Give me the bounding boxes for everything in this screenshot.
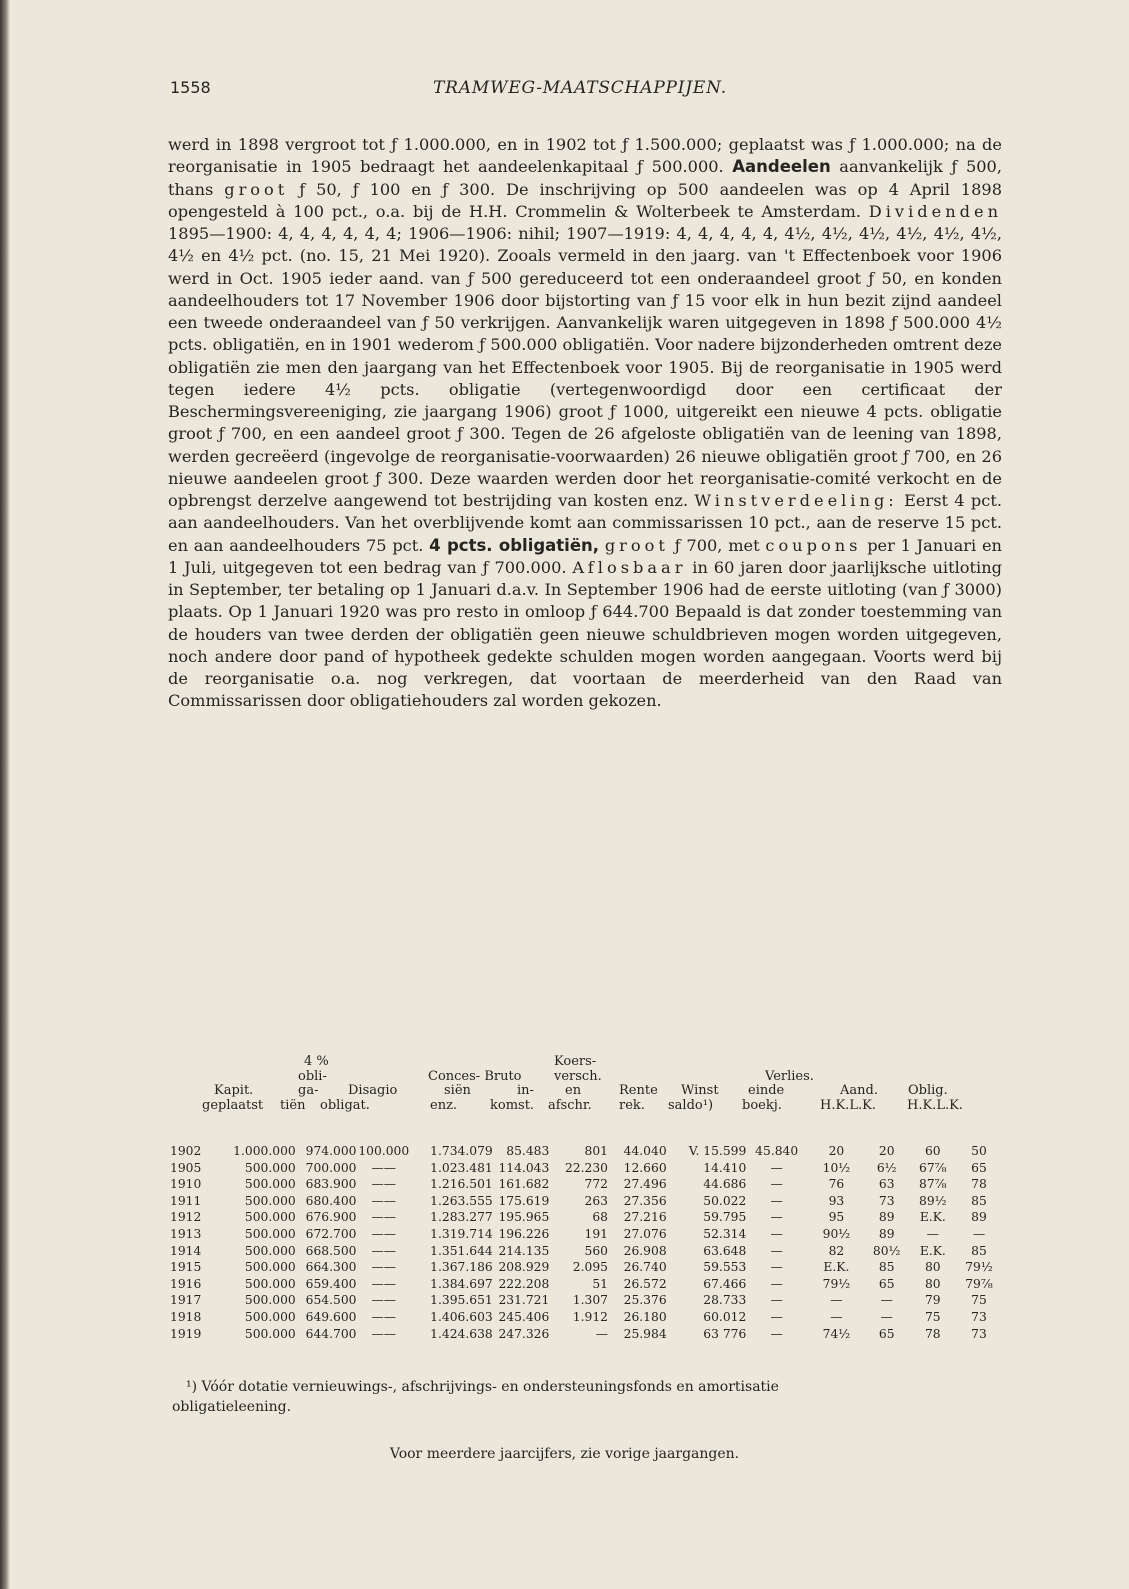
table-row [170,1209,1000,1226]
header-cell: afschr. [548,1097,592,1113]
table-cell: 161.682 [498,1177,550,1192]
spaced-term-groot: groot [604,535,669,555]
table-cell: — [880,1309,893,1324]
table-cell: —— [371,1210,397,1225]
table-cell: 10½ [822,1160,851,1175]
footnote [172,1378,1002,1417]
table-cell: — [770,1210,783,1225]
table-cell: 500.000 [244,1276,296,1291]
table-cell: 26.180 [623,1309,667,1324]
header-cell: komst. [490,1097,535,1113]
table-cell: —— [371,1309,397,1324]
table-body [170,1143,1000,1342]
table-cell: 649.600 [305,1309,357,1324]
table-cell: 974.000 [305,1144,357,1158]
table-cell: 85 [878,1260,895,1275]
body-text-run: per 1 Januari en 1 Juli, uitgegeven tot een bedrag van ƒ 700.000. [168,535,1002,577]
year-cell: 1919 [170,1326,202,1341]
header-cell: H.K.L.K. [820,1097,876,1113]
table-cell: 85 [971,1243,987,1258]
body-text-run: werd in 1898 vergroot tot ƒ 1.000.000, en in 1902 tot ƒ 1.500.000; geplaatst was ƒ 1.000.000; na de reorganisatie in 1905 bedraagt het aandeelenkapitaal ƒ 500.000. [168,135,1002,177]
table-cell: 20 [878,1144,895,1158]
table-cell: 28.733 [703,1293,747,1308]
header-cell: rek. [619,1097,645,1113]
table-cell: — [972,1226,986,1241]
table-cell: 672.700 [305,1226,357,1241]
spaced-term-aflosbaar: Aflosbaar [572,557,687,577]
table-cell: 1.000.000 [233,1144,296,1158]
header-cell: Kapit. [214,1083,254,1098]
table-cell: 1.912 [572,1309,608,1324]
table-cell: 85.483 [506,1144,550,1158]
body-text-run: 1895—1900: 4, 4, 4, 4, 4, 4; 1906—1906: nihil; 1907—1919: 4, 4, 4, 4, 4, 4½, 4½, 4½, 4½, 4½, 4½, 4½ en 4½ pct. (no. 15, 21 Mei 1920). Zooals vermeld in den jaarg. van 't Effectenboek voor 1906 werd in Oct. 1905 ieder aand. van ƒ 500 gereduceerd tot een onderaandeel groot ƒ 50, en konden aandeelhouders tot 17 November 1906 door bijstorting van ƒ 15 voor elk in hun bezit zijnd aandeel een tweede onderaandeel van ƒ 50 verkrijgen. Aanvankelijk waren uitgegeven in 1898 ƒ 500.000 4½ pcts. obligatiën, en in 1901 wederom ƒ 500.000 obligatiën. Voor nadere bijzonderheden omtrent deze obligatiën zie men den jaargang van het Effectenboek voor 1905. Bij de reorganisatie in 1905 werd tegen iedere 4½ pcts. obligatie (vertegenwoordigd door een certificaat der Beschermingsvereeniging, zie jaargang 1906) groot ƒ 1000, uitgereikt een nieuwe 4 pcts. obligatie groot ƒ 700, en een aandeel groot ƒ 300. Tegen de 26 afgeloste obligatiën van de leening van 1898, werden gecreëerd (ingevolge de reorganisatie-voorwaarden) 26 nieuwe obligatiën groot ƒ 700, en 26 nieuwe aandeelen groot ƒ 300. Deze waarden werden door het reorganisatie-comité verkocht en de opbrengst derzelve aangewend tot bestrijding van kosten enz. [168,224,1002,510]
table-cell: 80½ [872,1243,901,1258]
table-cell: — [770,1160,783,1175]
table-cell: — [595,1326,608,1341]
header-cell: ga- [298,1083,319,1098]
table-cell: 1.406.603 [430,1309,493,1324]
table-cell: 89 [878,1210,895,1225]
table-cell: 214.135 [498,1243,550,1258]
table-cell: 76 [828,1177,845,1192]
table-cell: 654.500 [305,1293,357,1308]
table-cell: 85 [971,1193,987,1208]
header-cell: versch. [554,1068,602,1084]
table-cell: 263 [584,1193,608,1208]
table-cell: 79 [924,1293,941,1308]
header-cell: enz. [430,1097,458,1113]
closing-note: Voor meerdere jaarcijfers, zie vorige jaargangen. [389,1446,740,1462]
table-cell: 664.300 [305,1260,357,1275]
body-text-run: ƒ 700, met [668,535,766,555]
year-cell: 1915 [170,1260,202,1275]
table-cell: 63.648 [703,1243,747,1258]
year-cell: 1912 [170,1210,202,1225]
table-cell: — [770,1243,783,1258]
table-cell: E.K. [823,1260,850,1275]
table-row [170,1193,1000,1210]
year-cell: 1905 [170,1160,202,1175]
table-cell: 60 [924,1144,941,1158]
body-text-run: in 60 jaren door jaarlijksche uitloting in September, ter betaling op 1 Januari d.a.v. In September 1906 had de eerste uitloting (van ƒ 3000) plaats. Op 1 Januari 1920 was pro resto in omloop ƒ 644.700 Bepaald is dat zonder toestemming van de houders van twee derden der obligatiën geen nieuwe schuldbrieven mogen worden uitgegeven, noch andere door pand of hypotheek gedekte schulden mogen worden aangegaan. Voorts werd bij de reorganisatie o.a. nog verkregen, dat voortaan de meerderheid van den Raad van Commissarissen door obligatiehouders zal worden gekozen. [168,557,1002,711]
table-cell: 27.076 [623,1226,667,1241]
table-cell: 79½ [822,1276,851,1291]
table-cell: 191 [584,1226,608,1241]
table-cell: 500.000 [244,1177,296,1192]
table-cell: 1.307 [572,1293,608,1308]
header-cell: Verlies. [765,1068,814,1084]
header-cell: tiën [280,1097,306,1113]
table-cell: 26.740 [623,1260,667,1275]
table-cell: 44.686 [703,1177,747,1192]
table-cell: 27.216 [623,1210,667,1225]
table-cell: 100.000 [358,1144,410,1158]
table-cell: 2.095 [572,1260,608,1275]
data-table [170,1143,1000,1342]
body-text [168,134,1002,713]
table-cell: 78 [971,1177,987,1192]
header-cell: einde [748,1083,785,1098]
table-cell: 79⅞ [965,1276,993,1291]
table-cell: — [770,1226,783,1241]
footnote-line: ¹) Vóór dotatie vernieuwings-, afschrijvings- en ondersteuningsfonds en amortisatie [186,1379,779,1395]
body-text-run: ƒ 50, ƒ 100 en ƒ 300. De inschrijving op 500 aandeelen was op 4 April 1898 opengesteld à 100 pct., o.a. bij de H.H. Crommelin & Wolterbeek te Amsterdam. [168,179,1002,221]
header-cell: obli- [298,1068,327,1084]
header-cell: en [565,1083,582,1098]
table-cell: 659.400 [305,1276,357,1291]
table-cell: 6½ [876,1160,897,1175]
table-cell: 63 776 [703,1326,747,1341]
year-cell: 1910 [170,1177,202,1192]
table-cell: 80 [924,1276,941,1291]
table-cell: 59.553 [703,1260,747,1275]
table-cell: 44.040 [623,1144,667,1158]
section-heading-obligatien: 4 pcts. obligatiën, [429,535,600,555]
table-cell: — [770,1326,783,1341]
table-cell: 1.216.501 [430,1177,493,1192]
table-cell: 14.410 [703,1160,747,1175]
body-paragraph [168,134,1002,713]
year-cell: 1914 [170,1243,202,1258]
table-cell: — [880,1293,893,1308]
table-cell: 500.000 [244,1243,296,1258]
page-number: 1558 [170,78,211,97]
header-cell: 4 % [304,1054,329,1069]
table-cell: —— [371,1160,397,1175]
table-cell: 1.263.555 [430,1193,493,1208]
table-cell: 60.012 [703,1309,747,1324]
table-row [170,1176,1000,1193]
table-cell: 668.500 [305,1243,357,1258]
table-cell: 231.721 [498,1293,550,1308]
table-cell: 95 [828,1210,845,1225]
table-cell: —— [371,1177,397,1192]
table-cell: 247.326 [498,1326,550,1341]
table-cell: — [770,1276,783,1291]
table-cell: 644.700 [305,1326,357,1341]
table-cell: 500.000 [244,1309,296,1324]
table-cell: 79½ [965,1260,993,1275]
table-cell: 1.424.638 [430,1326,493,1341]
table-cell: 27.496 [623,1177,667,1192]
table-cell: —— [371,1326,397,1341]
table-cell: 222.208 [498,1276,550,1291]
table-cell: — [770,1177,783,1192]
table-cell: E.K. [919,1210,946,1225]
table-cell: 74½ [822,1326,851,1341]
table-cell: 73 [971,1326,987,1341]
table-cell: 67.466 [703,1276,747,1291]
page-header [170,78,990,104]
section-heading-aandeelen: Aandeelen [732,157,831,177]
table-cell: 50 [971,1144,987,1158]
header-cell: obligat. [320,1097,370,1113]
table-cell: 500.000 [244,1210,296,1225]
table-cell: —— [371,1293,397,1308]
table-cell: 114.043 [498,1160,550,1175]
table-cell: 500.000 [244,1193,296,1208]
table-cell: 65 [878,1276,895,1291]
table-cell: 25.984 [623,1326,667,1341]
year-cell: 1917 [170,1293,202,1308]
header-cell: saldo¹) [668,1097,714,1113]
table-cell: — [770,1309,783,1324]
table-cell: 500.000 [244,1326,296,1341]
table-cell: —— [371,1226,397,1241]
header-cell: boekj. [742,1097,782,1113]
table-cell: 90½ [822,1226,851,1241]
table-cell: 27.356 [623,1193,667,1208]
table-cell: 500.000 [244,1260,296,1275]
running-title: TRAMWEG-MAATSCHAPPIJEN. [433,78,727,98]
year-cell: 1913 [170,1226,202,1241]
table-cell: 89 [971,1210,987,1225]
table-cell: 82 [828,1243,845,1258]
table-cell: 45.840 [755,1144,799,1158]
table-cell: 26.908 [623,1243,667,1258]
table-row [170,1160,1000,1177]
table-cell: 1.395.651 [430,1293,493,1308]
header-cell: Winst [681,1083,719,1098]
table-cell: 245.406 [498,1309,550,1324]
table-cell: — [770,1293,783,1308]
header-cell: Aand. [840,1083,878,1098]
table-cell: E.K. [919,1243,946,1258]
table-cell: — [830,1309,843,1324]
table-cell: 73 [971,1309,987,1324]
header-cell: Rente [619,1083,658,1098]
book-spine-shadow [0,0,10,1589]
table-cell: 75 [924,1309,941,1324]
table-cell: 175.619 [498,1193,550,1208]
table-row [170,1259,1000,1276]
table-cell: 772 [584,1177,608,1192]
year-cell: 1916 [170,1276,202,1291]
table-cell: 93 [828,1193,845,1208]
table-cell: 1.319.714 [430,1226,493,1241]
table-cell: 65 [971,1160,987,1175]
table-cell: 51 [592,1276,608,1291]
table-cell: 73 [878,1193,895,1208]
table-cell: 26.572 [623,1276,667,1291]
spaced-term-dividenden: Dividenden [868,201,1002,221]
table-cell: 75 [971,1293,987,1308]
spaced-term-coupons: coupons [765,535,862,555]
table-cell: — [926,1226,939,1241]
header-cell: Disagio [348,1083,398,1098]
table-row [170,1143,1000,1160]
header-cell: Oblig. [908,1083,948,1098]
financial-table [170,1055,1000,1342]
body-text-run: aanvankelijk ƒ 500, thans [168,157,1003,199]
table-cell: 68 [592,1210,608,1225]
table-cell: 500.000 [244,1160,296,1175]
year-cell: 1902 [170,1144,202,1158]
header-cell: Conces- Bruto [428,1068,522,1084]
table-cell: —— [371,1260,397,1275]
table-cell: 676.900 [305,1210,357,1225]
table-cell: 1.283.277 [430,1210,493,1225]
table-cell: 59.795 [703,1210,747,1225]
table-row [170,1243,1000,1260]
table-cell: 208.929 [498,1260,550,1275]
table-row [170,1326,1000,1343]
table-cell: —— [371,1193,397,1208]
spaced-term-groot: groot [224,179,289,199]
table-cell: 50.022 [703,1193,747,1208]
header-cell: siën [444,1083,471,1098]
table-cell: 63 [878,1177,895,1192]
table-cell: 1.367.186 [430,1260,493,1275]
table-header [170,1055,1000,1143]
table-cell: 80 [924,1260,941,1275]
table-cell: 89½ [919,1193,947,1208]
year-cell: 1911 [170,1193,202,1208]
table-cell: —— [371,1276,397,1291]
table-cell: 1.384.697 [430,1276,493,1291]
spaced-term-winstverdeeling: Winstverdeeling: [694,491,898,510]
table-cell: 801 [584,1144,608,1158]
header-cell: geplaatst [202,1097,264,1113]
table-cell: 20 [828,1144,845,1158]
table-cell: 89 [878,1226,895,1241]
table-cell: 65 [878,1326,895,1341]
table-cell: 12.660 [623,1160,667,1175]
table-cell: 1.023.481 [430,1160,493,1175]
table-cell: 25.376 [623,1293,667,1308]
table-cell: 500.000 [244,1293,296,1308]
table-cell: 87⅞ [919,1177,947,1192]
table-cell: 700.000 [305,1160,357,1175]
table-cell: —— [371,1243,397,1258]
header-cell: H.K.L.K. [907,1097,963,1113]
table-cell: — [770,1193,783,1208]
table-cell: 196.226 [498,1226,550,1241]
year-cell: 1918 [170,1309,202,1324]
table-cell: — [770,1260,783,1275]
table-cell: 683.900 [305,1177,357,1192]
table-cell: 22.230 [564,1160,608,1175]
table-cell: 1.734.079 [430,1144,493,1158]
header-cell: Koers- [554,1054,597,1069]
table-row [170,1276,1000,1293]
header-cell: in- [517,1083,534,1098]
table-cell: 78 [924,1326,941,1341]
table-cell: 680.400 [305,1193,357,1208]
table-cell: 52.314 [703,1226,747,1241]
body-text-run: Eerst 4 pct. aan aandeelhouders. Van het overblijvende komt aan commissarissen 10 pct., aan de reserve 15 pct. en aan aandeelhouders 75 pct. [168,491,1002,555]
table-row [170,1309,1000,1326]
table-cell: 560 [584,1243,608,1258]
table-cell: — [830,1293,843,1308]
footnote-line: obligatieleening. [172,1398,292,1415]
table-row [170,1292,1000,1309]
table-cell: 1.351.644 [430,1243,493,1258]
table-cell: 67⅞ [919,1160,947,1175]
table-cell: 500.000 [244,1226,296,1241]
table-cell: 195.965 [498,1210,550,1225]
table-cell: V. 15.599 [688,1144,747,1158]
table-row [170,1226,1000,1243]
